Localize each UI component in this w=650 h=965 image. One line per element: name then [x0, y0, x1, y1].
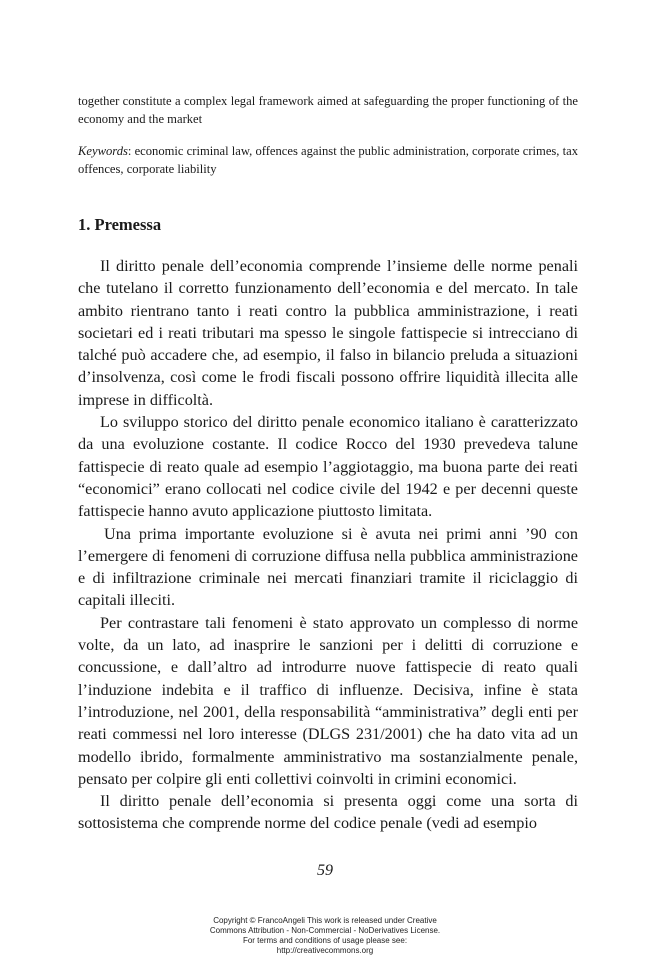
abstract-tail: together constitute a complex legal framework aimed at safeguarding the proper functioning of the economy and the market: [78, 94, 578, 126]
keywords-line: [78, 142, 578, 178]
keywords-text: : economic criminal law, offences against the public administration, corporate crimes, tax offences, corporate liability: [78, 144, 578, 176]
keywords-label: Keywords: [78, 144, 128, 158]
license-line: Commons Attribution - Non-Commercial - NoDerivatives License.: [209, 926, 441, 935]
paragraph: Il diritto penale dell’economia si presenta oggi come una sorta di sottosistema che comprende norme del codice penale (vedi ad esempio: [78, 792, 578, 833]
section-heading: 1. Premessa: [78, 215, 162, 234]
paragraph: Lo sviluppo storico del diritto penale economico italiano è caratterizzato da una evoluzione costante. Il codice Rocco del 1930 prevedeva talune fattispecie di reato quale ad esempio l’aggiotaggio, ma buona parte dei reati “economici” erano collocati nel codice civile del 1942 e per decenni queste fattispecie hanno avuto applicazione piuttosto limitata.: [78, 413, 578, 521]
license-line: For terms and conditions of usage please see:: [242, 936, 408, 945]
page-number: 59: [317, 862, 333, 879]
license-link[interactable]: http://creativecommons.org: [276, 946, 374, 955]
license-line: Copyright © FrancoAngeli This work is released under Creative: [213, 916, 437, 925]
section-body: [78, 255, 578, 835]
license-notice: [150, 916, 500, 956]
paragraph: Una prima importante evoluzione si è avuta nei primi anni ’90 con l’emergere di fenomeni di corruzione diffusa nella pubblica amministrazione e di infiltrazione criminale nei mercati finanziari tramite il riciclaggio di capitali illeciti.: [78, 524, 578, 610]
paragraph: Il diritto penale dell’economia comprende l’insieme delle norme penali che tutelano il corretto funzionamento dell’economia e del mercato. In tale ambito rientrano tanto i reati contro la pubblica amministrazione, i reati societari ed i reati tributari ma spesso le singole fattispecie si intrecciano di talché può accadere che, ad esempio, il falso in bilancio preluda a situazioni d’insolvenza, così come le frodi fiscali possono offrire liquidità illecita alle imprese in difficoltà.: [78, 257, 578, 409]
paragraph: Per contrastare tali fenomeni è stato approvato un complesso di norme volte, da un lato, ad inasprire le sanzioni per i delitti di corruzione e concussione, e dall’altro ad introdurre nuove fattispecie di reato quali l’induzione indebita e il traffico di influenze. Decisiva, infine è stata l’introduzione, nel 2001, della responsabilità “amministrativa” degli enti per reati commessi nel loro interesse (DLGS 231/2001) che ha dato vita ad un modello ibrido, formalmente amministrativo ma sostanzialmente penale, pensato per colpire gli enti collettivi coinvolti in crimini economici.: [78, 613, 578, 788]
